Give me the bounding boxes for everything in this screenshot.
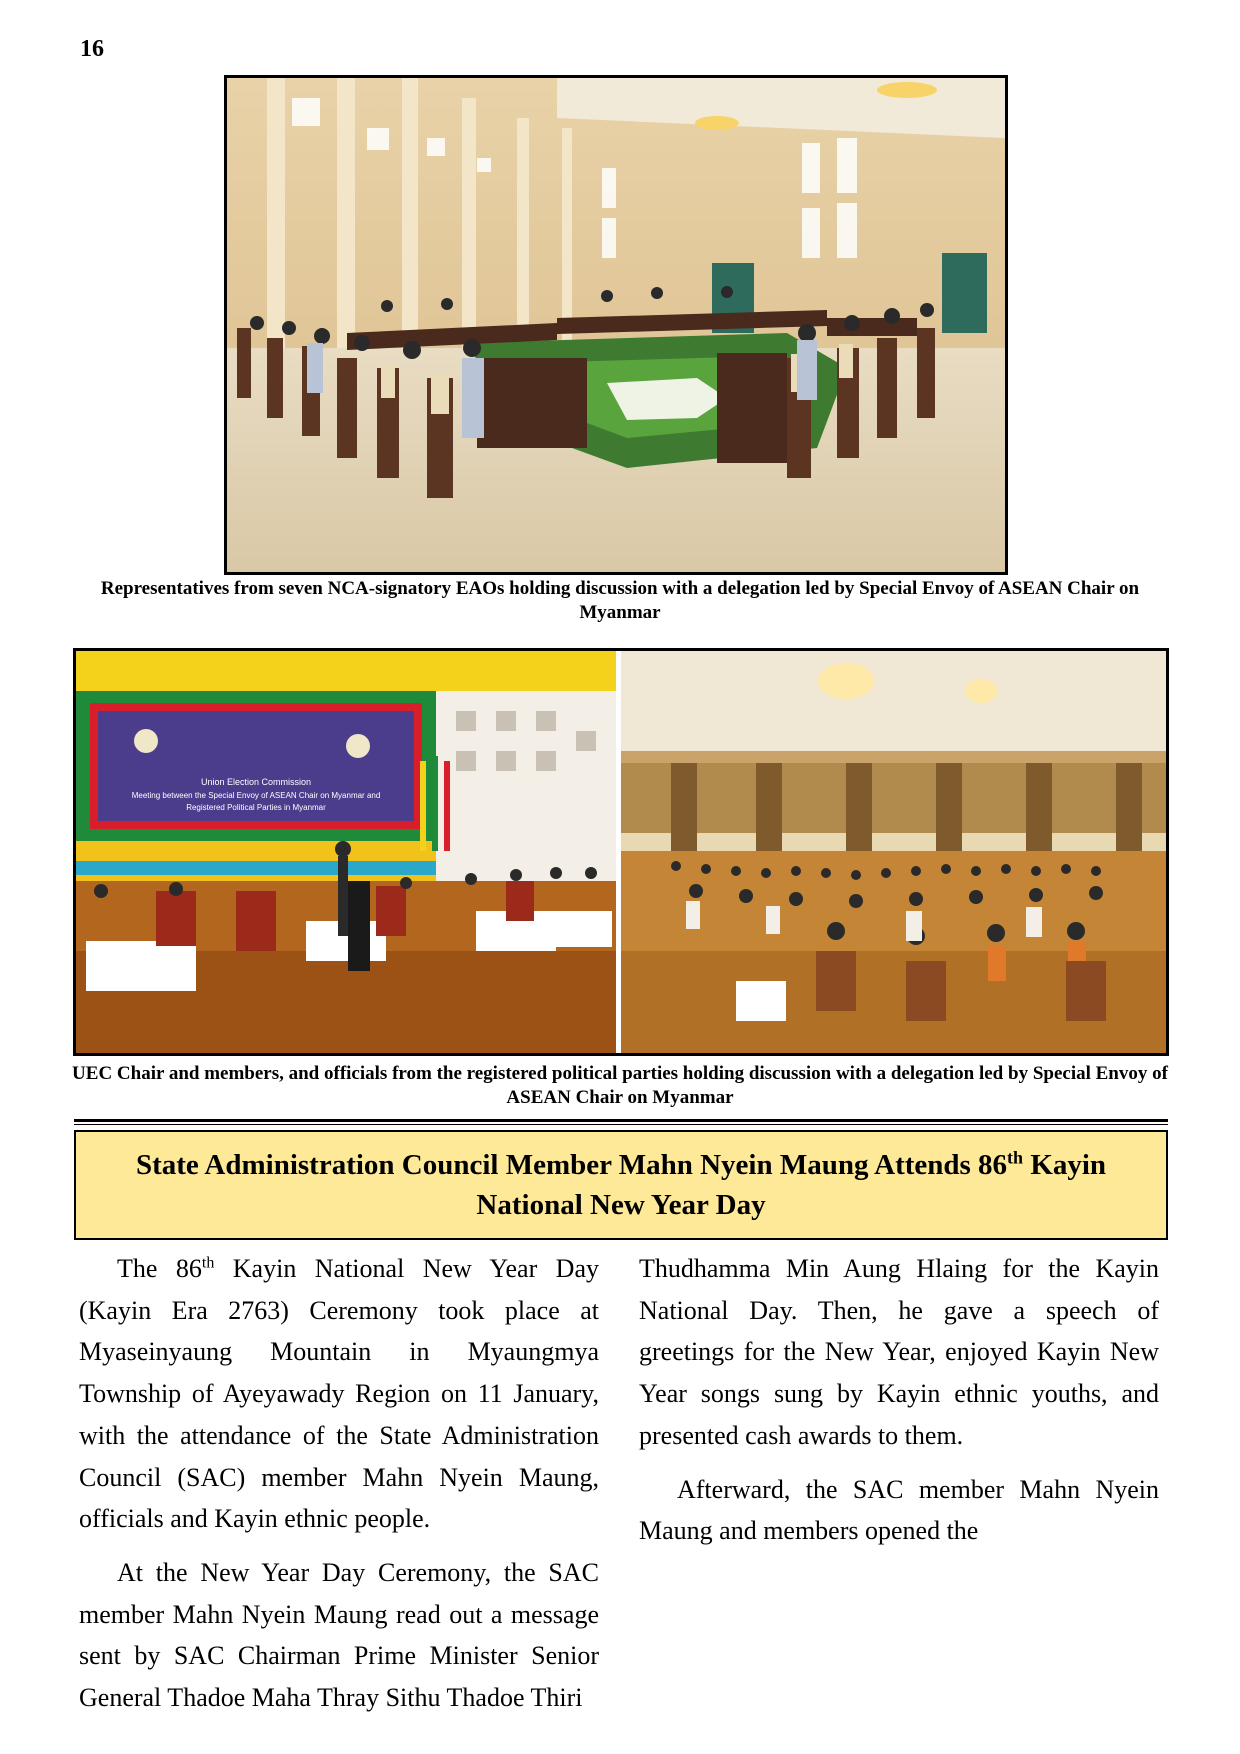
meeting-hall-illustration [227, 78, 1005, 572]
headline-sup: th [1007, 1147, 1024, 1168]
photo-meeting-hall [224, 75, 1008, 575]
banner-line3: Registered Political Parties in Myanmar [186, 803, 326, 812]
banner-line1: Union Election Commission [200, 777, 312, 787]
article-column-right [639, 1248, 1159, 1564]
article-paragraph-2-continued: Thudhamma Min Aung Hlaing for the Kayin National Day. Then, he gave a speech of greetings for the New Year, enjoyed Kayin New Year songs sung by Kayin ethnic youths, and presented cash awards to them. [639, 1254, 1159, 1450]
article-headline [74, 1130, 1168, 1240]
section-divider-top [74, 1119, 1168, 1122]
article-paragraph-3: Afterward, the SAC member Mahn Nyein Maung and members opened the [639, 1474, 1159, 1546]
page-number: 16 [80, 36, 104, 62]
article-paragraph-2: At the New Year Day Ceremony, the SAC member Mahn Nyein Maung read out a message sent by SAC Chairman Prime Minister Senior General Thadoe Maha Thray Sithu Thadoe Thiri [79, 1557, 599, 1713]
headline-part1: State Administration Council Member Mahn Nyein Maung Attends 86 [135, 1149, 1008, 1181]
photo-election-commission [73, 648, 1169, 1056]
banner-line2: Meeting between the Special Envoy of ASEAN Chair on Myanmar and [131, 791, 381, 800]
photo2-caption: UEC Chair and members, and officials from the registered political parties holding discussion with a delegation led by Special Envoy of ASEAN Chair on Myanmar [72, 1063, 1168, 1108]
election-commission-illustration [76, 651, 1166, 1053]
article-paragraph-1: The 86th Kayin National New Year Day (Kayin Era 2763) Ceremony took place at Myaseinyaung Mountain in Myaungmya Township of Ayeyawady Region on 11 January, with the attendance of the State Administration Council (SAC) member Mahn Nyein Maung, officials and Kayin ethnic people. [79, 1254, 599, 1534]
headline-part2: Kayin National New Year Day [476, 1149, 1107, 1221]
article-column-left [79, 1248, 599, 1731]
section-divider-bottom [74, 1124, 1168, 1125]
photo1-caption: Representatives from seven NCA-signatory EAOs holding discussion with a delegation led by Special Envoy of ASEAN Chair on Myanmar [100, 578, 1140, 623]
